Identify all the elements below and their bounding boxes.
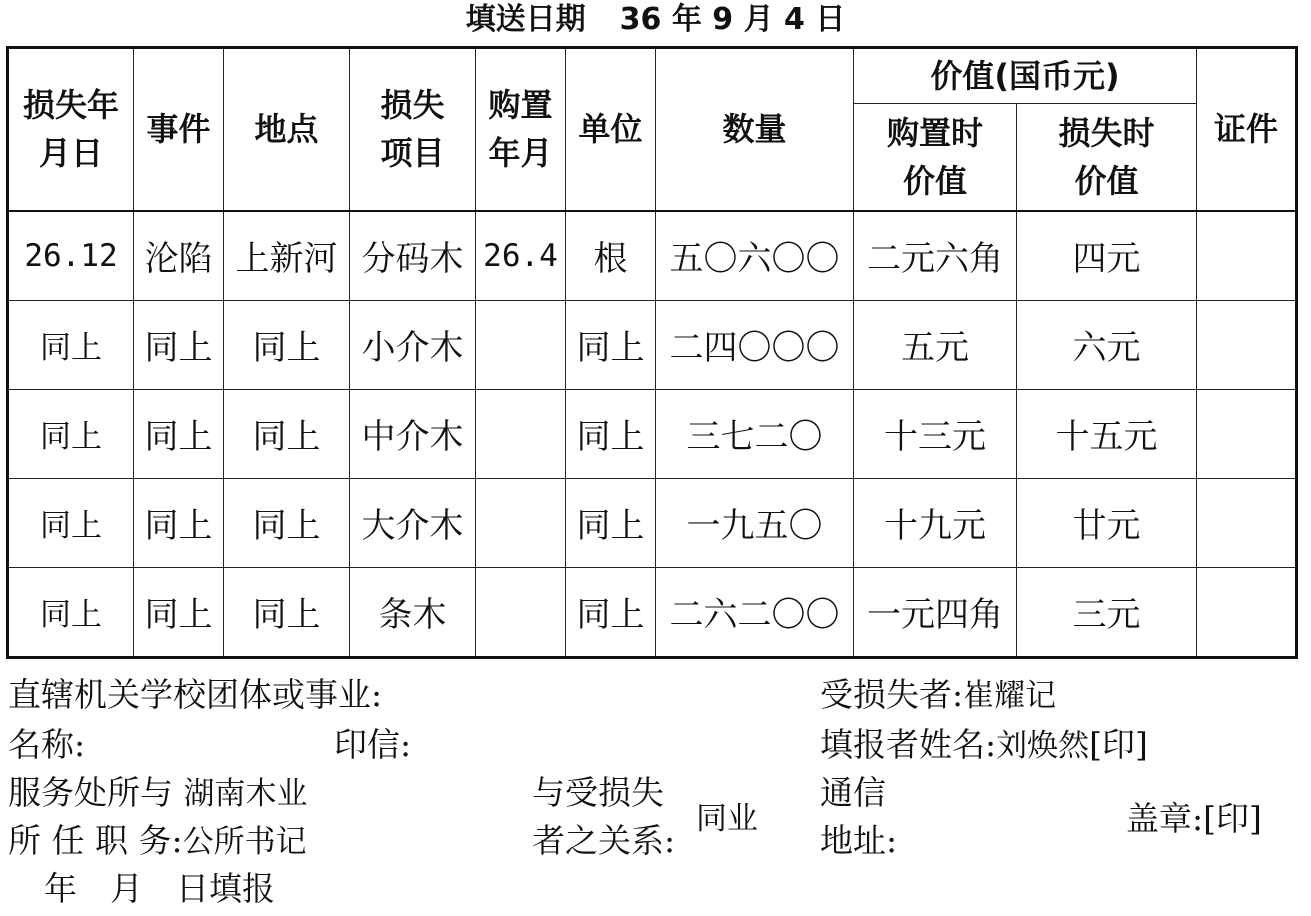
cell-place: 同上 (224, 300, 350, 389)
cell-value-purchase: 五元 (854, 300, 1017, 389)
cell-certificate (1197, 478, 1297, 567)
cell-event: 同上 (134, 300, 224, 389)
cell-place: 同上 (224, 389, 350, 478)
cell-place: 同上 (224, 478, 350, 567)
cell-event: 同上 (134, 478, 224, 567)
victim-line (820, 672, 1056, 719)
relation-value: 同业 (696, 801, 758, 837)
stamp-label: 盖章: (1126, 799, 1204, 838)
header-unit: 单位 (566, 48, 656, 211)
cell-value-purchase: 十九元 (854, 478, 1017, 567)
victim-label: 受损失者: (820, 675, 964, 714)
loss-table (6, 46, 1298, 659)
service-value: 湖南木业 (183, 776, 308, 812)
report-date-title (0, 0, 1311, 40)
reporter-value: 刘焕然 (996, 728, 1090, 764)
header-value-purchase: 购置时 价值 (854, 104, 1017, 211)
cell-quantity: 三七二〇 (656, 389, 854, 478)
position-value: 公所书记 (182, 824, 307, 860)
cell-purchase-date (476, 567, 566, 657)
table-row (8, 300, 1297, 389)
cell-certificate (1197, 567, 1297, 657)
cell-loss-date: 同上 (8, 389, 134, 478)
comm-label-line2: 地址: (820, 821, 898, 860)
name-label: 名称: (8, 725, 86, 764)
cell-quantity: 二六二〇〇 (656, 567, 854, 657)
cell-unit: 同上 (566, 567, 656, 657)
cell-value-purchase: 十三元 (854, 389, 1017, 478)
cell-value-purchase: 二元六角 (854, 211, 1017, 301)
cell-place: 上新河 (224, 211, 350, 301)
service-line (8, 770, 308, 817)
cell-item: 条木 (350, 567, 476, 657)
service-label: 服务处所与 (8, 773, 173, 812)
cell-item: 大介木 (350, 478, 476, 567)
date-filed-line: 年 月 日填报 (44, 869, 275, 908)
cell-unit: 同上 (566, 389, 656, 478)
table-row (8, 389, 1297, 478)
cell-quantity: 五〇六〇〇 (656, 211, 854, 301)
cell-event: 同上 (134, 389, 224, 478)
cell-certificate (1197, 211, 1297, 301)
comm-label-line1: 通信 (820, 773, 886, 812)
cell-loss-date: 同上 (8, 300, 134, 389)
cell-purchase-date (476, 478, 566, 567)
victim-value: 崔耀记 (963, 678, 1057, 714)
date-month-unit: 月 (743, 2, 774, 37)
header-place: 地点 (224, 48, 350, 211)
date-month: 9 (712, 2, 734, 37)
table-row (8, 567, 1297, 657)
cell-item: 分码木 (350, 211, 476, 301)
header-purchase-date: 购置 年月 (476, 48, 566, 211)
header-loss-item: 损失 项目 (350, 48, 476, 211)
cell-unit: 同上 (566, 300, 656, 389)
cell-item: 小介木 (350, 300, 476, 389)
cell-loss-date: 26.12 (8, 211, 134, 301)
position-label: 所 任 职 务: (8, 821, 183, 860)
header-loss-date: 损失年 月日 (8, 48, 134, 211)
cell-unit: 同上 (566, 478, 656, 567)
cell-purchase-date (476, 389, 566, 478)
position-line (8, 818, 307, 865)
cell-value-loss: 十五元 (1017, 389, 1197, 478)
cell-value-loss: 六元 (1017, 300, 1197, 389)
date-year-unit: 年 (671, 2, 702, 37)
cell-event: 同上 (134, 567, 224, 657)
seal-label: 印信: (334, 725, 412, 764)
relation-label-line2: 者之关系: (532, 821, 676, 860)
cell-purchase-date: 26.4 (476, 211, 566, 301)
cell-loss-date: 同上 (8, 478, 134, 567)
cell-value-loss: 三元 (1017, 567, 1197, 657)
header-certificate: 证件 (1197, 48, 1297, 211)
header-event: 事件 (134, 48, 224, 211)
cell-quantity: 二四〇〇〇 (656, 300, 854, 389)
reporter-line (820, 722, 1148, 769)
reporter-label: 填报者姓名: (820, 725, 997, 764)
table-body (8, 211, 1297, 658)
date-label: 填送日期 (465, 2, 586, 37)
date-day: 4 (784, 2, 805, 37)
cell-unit: 根 (566, 211, 656, 301)
date-day-unit: 日 (815, 2, 846, 37)
cell-loss-date: 同上 (8, 567, 134, 657)
cell-certificate (1197, 300, 1297, 389)
stamp-value: [印] (1203, 799, 1262, 838)
cell-purchase-date (476, 300, 566, 389)
stamp-line (1126, 796, 1262, 842)
cell-place: 同上 (224, 567, 350, 657)
cell-quantity: 一九五〇 (656, 478, 854, 567)
relation-label-line1: 与受损失 (532, 773, 664, 812)
header-value-loss: 损失时 价值 (1017, 104, 1197, 211)
reporter-seal: [印] (1089, 725, 1148, 764)
cell-value-loss: 四元 (1017, 211, 1197, 301)
date-year: 36 (619, 2, 662, 37)
header-value-group: 价值(国币元) (854, 48, 1197, 104)
cell-certificate (1197, 389, 1297, 478)
cell-event: 沦陷 (134, 211, 224, 301)
cell-value-purchase: 一元四角 (854, 567, 1017, 657)
org-label: 直辖机关学校团体或事业: (8, 675, 383, 714)
header-quantity: 数量 (656, 48, 854, 211)
cell-item: 中介木 (350, 389, 476, 478)
table-row (8, 478, 1297, 567)
table-row (8, 211, 1297, 301)
cell-value-loss: 廿元 (1017, 478, 1197, 567)
